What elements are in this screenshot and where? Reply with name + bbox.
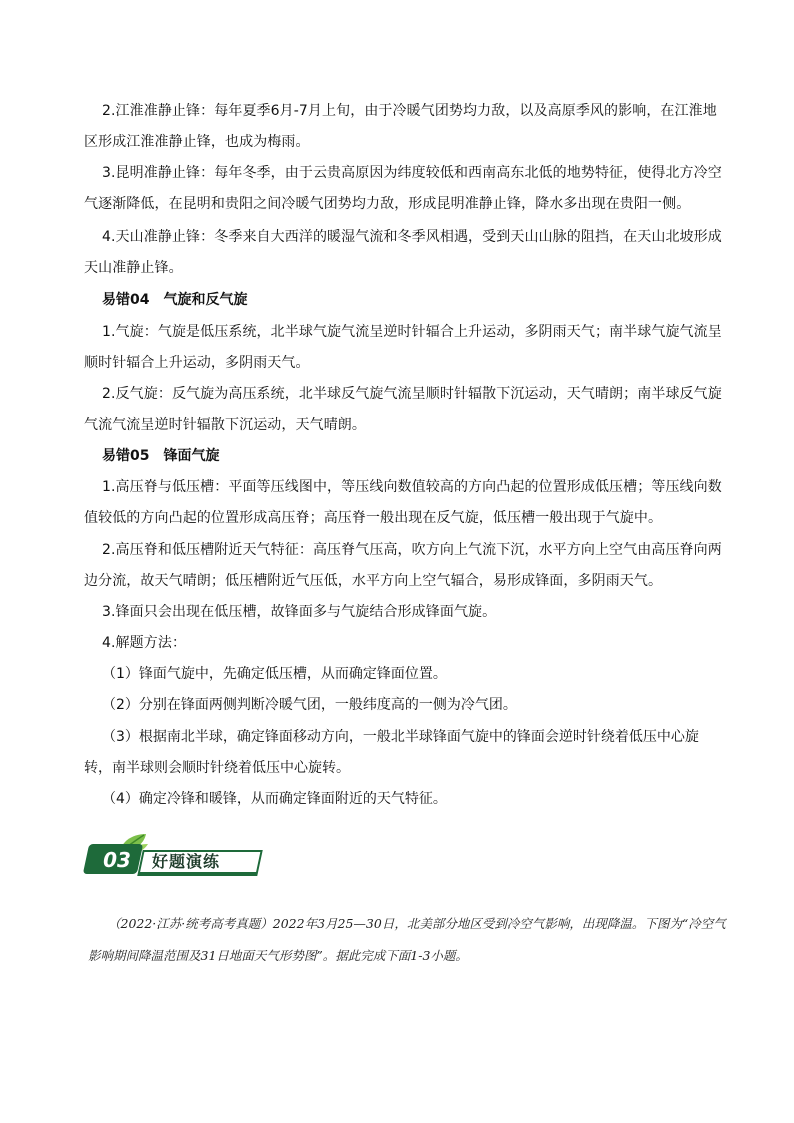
paragraph-anticyclone: 2.反气旋：反气旋为高压系统，北半球反气旋气流呈顺时针辐散下沉运动，天气晴朗；南半球反气旋气流气流呈逆时针辐散下沉运动，天气晴朗。 [84, 386, 722, 433]
paragraph-cyclone: 1.气旋：气旋是低压系统，北半球气旋气流呈逆时针辐合上升运动，多阴雨天气；南半球气旋气流呈顺时针辐合上升运动，多阴雨天气。 [84, 324, 722, 371]
paragraph-kunming-front: 3.昆明准静止锋：每年冬季，由于云贵高原因为纬度较低和西南高东北低的地势特征，使得北方冷空气逐渐降低，在昆明和贵阳之间冷暖气团势均力敌，形成昆明准静止锋，降水多出现在贵阳一侧。 [84, 165, 722, 212]
banner-title: 好题演练 [152, 852, 221, 871]
method-step-1: （1）锋面气旋中，先确定低压槽，从而确定锋面位置。 [102, 666, 447, 682]
paragraph-front-trough: 3.锋面只会出现在低压槽，故锋面多与气旋结合形成锋面气旋。 [102, 604, 497, 620]
section-banner [86, 832, 266, 876]
section-title-04: 易错04 气旋和反气旋 [102, 292, 248, 308]
question-intro: （2022·江苏·统考高考真题）2022年3月25—30日，北美部分地区受到冷空气影响，出现降温。下图为“冷空气影响期间降温范围及31日地面天气形势图”。据此完成下面1-3小题。 [88, 916, 726, 963]
banner-number: 03 [103, 848, 131, 872]
section-title-05: 易错05 锋面气旋 [102, 448, 220, 464]
method-step-2: （2）分别在锋面两侧判断冷暖气团，一般纬度高的一侧为冷气团。 [102, 697, 517, 713]
paragraph-ridge-trough: 1.高压脊与低压槽：平面等压线图中，等压线向数值较高的方向凸起的位置形成低压槽；等压线向数值较低的方向凸起的位置形成高压脊；高压脊一般出现在反气旋，低压槽一般出现于气旋中。 [84, 479, 722, 526]
paragraph-ridge-trough-weather: 2.高压脊和低压槽附近天气特征：高压脊气压高，吹方向上气流下沉，水平方向上空气由高压脊向两边分流，故天气晴朗；低压槽附近气压低，水平方向上空气辐合，易形成锋面，多阴雨天气。 [84, 542, 722, 589]
paragraph-tianshan-front: 4.天山准静止锋：冬季来自大西洋的暖湿气流和冬季风相遇，受到天山山脉的阻挡，在天山北坡形成天山准静止锋。 [84, 229, 722, 276]
method-step-3: （3）根据南北半球，确定锋面移动方向，一般北半球锋面气旋中的锋面会逆时针绕着低压中心旋转，南半球则会顺时针绕着低压中心旋转。 [84, 729, 699, 776]
method-step-4: （4）确定冷锋和暖锋，从而确定锋面附近的天气特征。 [102, 791, 447, 807]
paragraph-method-title: 4.解题方法： [102, 635, 187, 651]
paragraph-jianghuai-front: 2.江淮准静止锋：每年夏季6月-7月上旬，由于冷暖气团势均力敌，以及高原季风的影响，在江淮地区形成江淮准静止锋，也成为梅雨。 [84, 103, 717, 150]
